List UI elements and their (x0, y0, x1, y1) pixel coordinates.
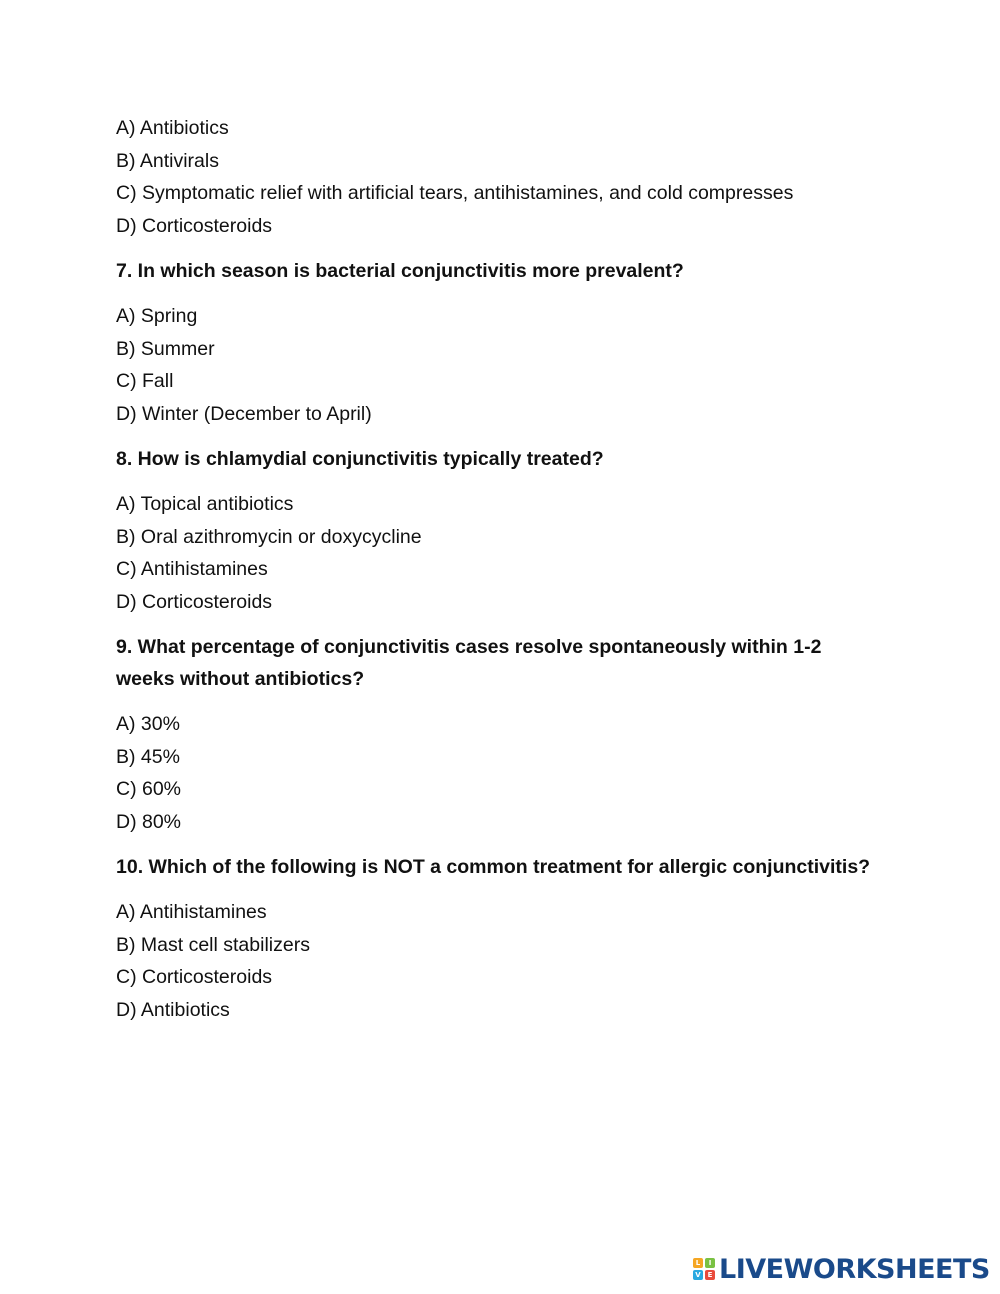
option-8c[interactable]: C) Antihistamines (116, 558, 268, 580)
option-6a[interactable]: A) Antibiotics (116, 117, 229, 139)
option-9a[interactable]: A) 30% (116, 713, 180, 735)
question-10-text: 10. Which of the following is NOT a common treatment for allergic conjunctivitis? (116, 856, 871, 878)
option-10a[interactable]: A) Antihistamines (116, 901, 267, 923)
option-10c[interactable]: C) Corticosteroids (116, 966, 273, 988)
worksheet-page (116, 112, 876, 1026)
logo-mark-icon (693, 1258, 715, 1280)
option-7a[interactable]: A) Spring (116, 305, 198, 327)
logo-mark-v: V (693, 1270, 703, 1280)
question-9-options (116, 708, 876, 838)
logo-mark-e: E (705, 1270, 715, 1280)
option-10d[interactable]: D) Antibiotics (116, 998, 230, 1021)
question-9-text: 9. What percentage of conjunctivitis cases resolve spontaneously within 1-2 weeks without antibiotics? (116, 636, 822, 690)
option-10b[interactable]: B) Mast cell stabilizers (116, 933, 310, 956)
liveworksheets-logo (693, 1252, 990, 1286)
logo-mark-l: L (693, 1258, 703, 1268)
question-6-options (116, 112, 876, 242)
question-10-options (116, 896, 876, 1026)
question-8-text: 8. How is chlamydial conjunctivitis typically treated? (116, 448, 604, 470)
option-8a[interactable]: A) Topical antibiotics (116, 493, 294, 515)
option-6d[interactable]: D) Corticosteroids (116, 214, 273, 237)
option-6b[interactable]: B) Antivirals (116, 149, 219, 172)
option-8d[interactable]: D) Corticosteroids (116, 590, 273, 613)
option-8b[interactable]: B) Oral azithromycin or doxycycline (116, 525, 422, 548)
logo-mark-i: I (705, 1258, 715, 1268)
option-7b[interactable]: B) Summer (116, 337, 215, 360)
option-9b[interactable]: B) 45% (116, 745, 180, 768)
option-7d[interactable]: D) Winter (December to April) (116, 402, 372, 425)
option-7c[interactable]: C) Fall (116, 370, 174, 392)
option-9c[interactable]: C) 60% (116, 778, 182, 800)
question-7-options (116, 300, 876, 430)
question-8-options (116, 488, 876, 618)
question-7-text: 7. In which season is bacterial conjunctivitis more prevalent? (116, 260, 684, 282)
option-6c[interactable]: C) Symptomatic relief with artificial tears, antihistamines, and cold compresses (116, 182, 794, 204)
option-9d[interactable]: D) 80% (116, 810, 182, 833)
logo-text: LIVEWORKSHEETS (719, 1253, 990, 1285)
